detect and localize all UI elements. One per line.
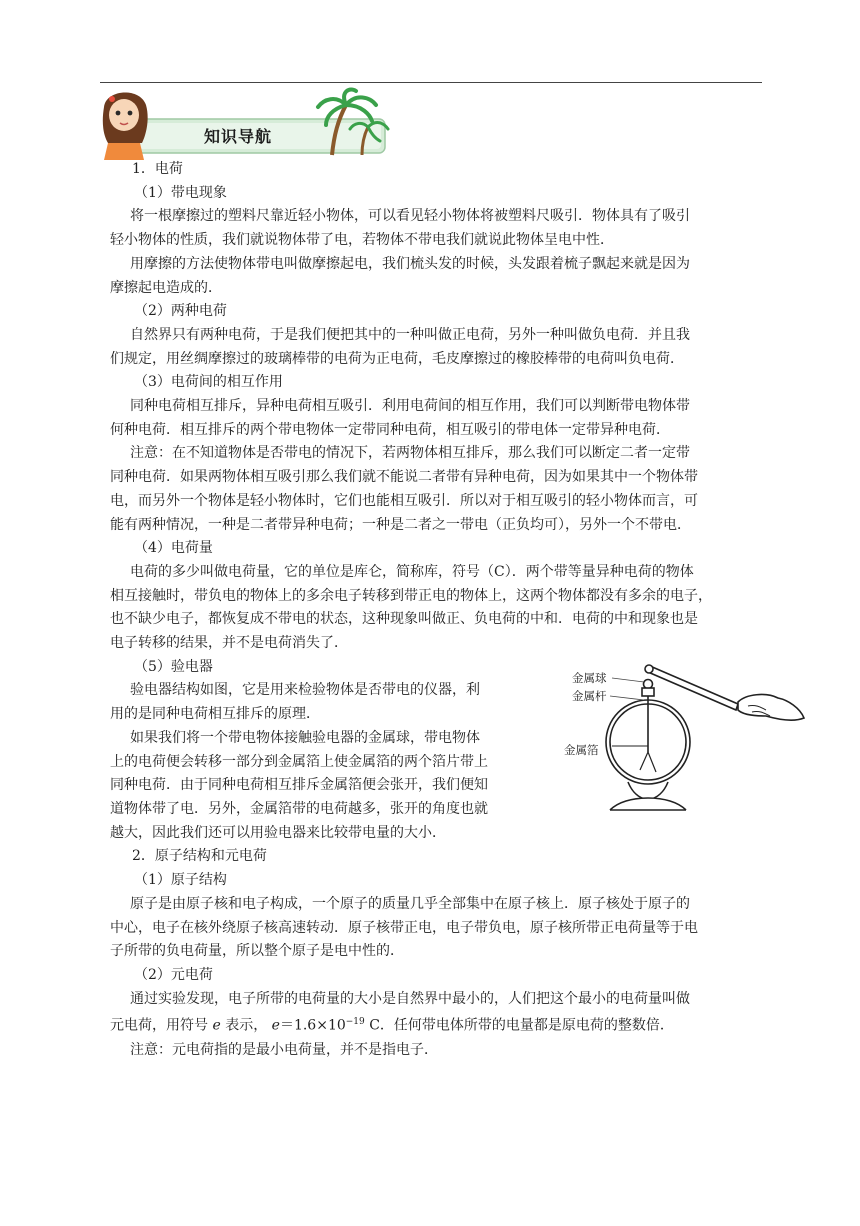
paragraph-line: 上的电荷便会转移一部分到金属箔上使金属箔的两个箔片带上 bbox=[110, 753, 488, 770]
paragraph-line: 同种电荷．如果两物体相互吸引那么我们就不能说二者带有异种电荷，因为如果其中一个物体带 bbox=[110, 469, 698, 486]
paragraph-line: 电，而另外一个物体是轻小物体时，它们也能相互吸引．所以对于相互吸引的轻小物体而言，可 bbox=[110, 492, 698, 509]
paragraph-line: 也不缺少电子，都恢复成不带电的状态，这种现象叫做正、负电荷的中和．电荷的中和现象也是 bbox=[110, 611, 698, 628]
paragraph-line: 子所带的负电荷量，所以整个原子是电中性的． bbox=[110, 943, 404, 960]
paragraph-line: 原子是由原子核和电子构成，一个原子的质量几乎全部集中在原子核上．原子核处于原子的 bbox=[130, 895, 690, 912]
label-metal-foil: 金属箔 bbox=[564, 743, 599, 757]
label-metal-ball: 金属球 bbox=[572, 671, 607, 685]
text-run: 元电荷，用符号 bbox=[110, 1017, 213, 1034]
label-metal-rod: 金属杆 bbox=[572, 689, 607, 703]
paragraph-line: 电荷的多少叫做电荷量，它的单位是库仑，简称库，符号（C）．两个带等量异种电荷的物体 bbox=[130, 563, 694, 580]
header-rule bbox=[100, 82, 762, 83]
subsection-2-1-title: （1）原子结构 bbox=[134, 872, 227, 889]
formula-value: ＝1.6×10 bbox=[279, 1017, 346, 1034]
paragraph-line: 用的是同种电荷相互排斥的原理． bbox=[110, 706, 320, 723]
text-run: C．任何带电体所带的电量都是原电荷的整数倍． bbox=[364, 1017, 674, 1034]
paragraph-line: 能有两种情况，一种是二者带异种电荷；一种是二者之一带电（正负均可），另外一个不带电． bbox=[110, 516, 691, 533]
paragraph-line: 们规定，用丝绸摩擦过的玻璃棒带的电荷为正电荷，毛皮摩擦过的橡胶棒带的电荷叫负电荷． bbox=[110, 350, 684, 367]
section-2-title: 2．原子结构和元电荷 bbox=[132, 848, 267, 865]
document-body bbox=[110, 158, 762, 1062]
paragraph-line: 越大，因此我们还可以用验电器来比较带电量的大小． bbox=[110, 824, 446, 841]
paragraph-line: 摩擦起电造成的． bbox=[110, 279, 222, 296]
subsection-1-4-title: （4）电荷量 bbox=[134, 540, 213, 557]
subsection-2-2-title: （2）元电荷 bbox=[134, 966, 213, 983]
subsection-1-3-title: （3）电荷间的相互作用 bbox=[134, 374, 283, 391]
section-1-title: 1．电荷 bbox=[132, 161, 183, 177]
formula-exponent: −19 bbox=[345, 1017, 365, 1028]
note-line: 注意：元电荷指的是最小电荷量，并不是指电子． bbox=[130, 1041, 438, 1058]
banner-illustration bbox=[100, 85, 390, 160]
electroscope-figure bbox=[552, 660, 808, 820]
paragraph-line: 轻小物体的性质，我们就说物体带了电，若物体不带电我们就说此物体呈电中性． bbox=[110, 232, 614, 249]
banner-title: 知识导航 bbox=[204, 127, 273, 146]
subsection-1-1-title: （1）带电现象 bbox=[134, 184, 227, 201]
paragraph-line: 将一根摩擦过的塑料尺靠近轻小物体，可以看见轻小物体将被塑料尺吸引．物体具有了吸引 bbox=[130, 208, 690, 225]
paragraph-line: 相互接触时，带负电的物体上的多余电子转移到带正电的物体上，这两个物体都没有多余的电子， bbox=[110, 587, 712, 604]
paragraph-line: 道物体带了电．另外，金属箔带的电荷越多，张开的角度也就 bbox=[110, 800, 488, 817]
paragraph-line: 通过实验发现，电子所带的电荷量的大小是自然界中最小的，人们把这个最小的电荷量叫做 bbox=[130, 990, 690, 1007]
paragraph-line: 自然界只有两种电荷，于是我们便把其中的一种叫做正电荷，另外一种叫做负电荷．并且我 bbox=[130, 326, 690, 343]
paragraph-line: 如果我们将一个带电物体接触验电器的金属球，带电物体 bbox=[130, 729, 480, 746]
paragraph-line: 何种电荷．相互排斥的两个带电物体一定带同种电荷，相互吸引的带电体一定带异种电荷． bbox=[110, 421, 670, 438]
subsection-1-5-title: （5）验电器 bbox=[134, 658, 213, 675]
paragraph-line: 同种电荷相互排斥，异种电荷相互吸引．利用电荷间的相互作用，我们可以判断带电物体带 bbox=[130, 398, 690, 415]
text-run: 表示， bbox=[220, 1017, 272, 1034]
paragraph-line: 注意：在不知道物体是否带电的情况下，若两物体相互排斥，那么我们可以断定二者一定带 bbox=[130, 445, 690, 462]
symbol-e: e bbox=[212, 1017, 221, 1034]
paragraph-line: 用摩擦的方法使物体带电叫做摩擦起电，我们梳头发的时候，头发跟着梳子飘起来就是因为 bbox=[130, 255, 690, 272]
formula-line bbox=[110, 1011, 762, 1038]
paragraph-line: 同种电荷．由于同种电荷相互排斥金属箔便会张开，我们便知 bbox=[110, 777, 488, 794]
paragraph-line: 中心，电子在核外绕原子核高速转动．原子核带正电，电子带负电，原子核所带正电荷量等于电 bbox=[110, 919, 698, 936]
paragraph-line: 电子转移的结果，并不是电荷消失了． bbox=[110, 635, 348, 652]
paragraph-line: 验电器结构如图，它是用来检验物体是否带电的仪器，利 bbox=[130, 682, 480, 699]
formula-lhs: e bbox=[271, 1017, 280, 1034]
subsection-1-2-title: （2）两种电荷 bbox=[134, 303, 227, 320]
